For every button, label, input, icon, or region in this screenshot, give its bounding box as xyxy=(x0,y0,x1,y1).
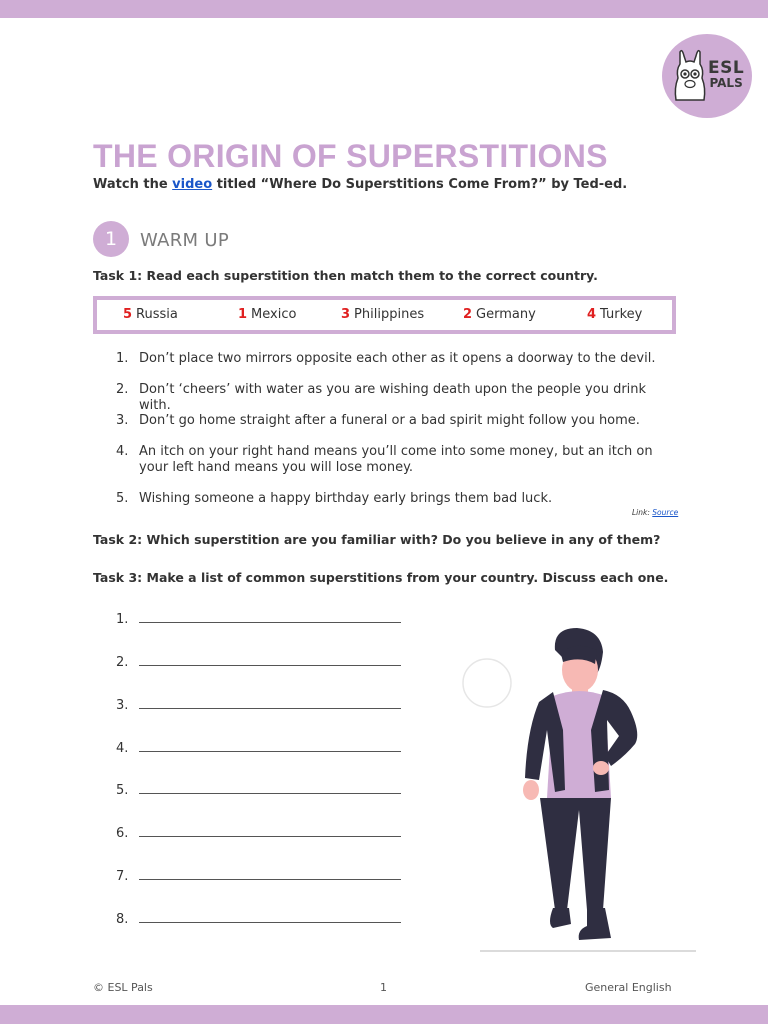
task-3-instruction: Task 3: Make a list of common superstitions from your country. Discuss each one. xyxy=(93,570,669,585)
superstition-text: Don’t go home straight after a funeral or a bad spirit might follow you home. xyxy=(139,413,640,428)
country-number: 4 xyxy=(587,307,597,322)
country-item xyxy=(238,307,296,322)
footer-page-number: 1 xyxy=(380,981,387,994)
answer-line-number: 8. xyxy=(116,912,129,927)
answer-line[interactable] xyxy=(116,912,401,927)
source-link[interactable]: Source xyxy=(652,508,679,517)
country-name: Turkey xyxy=(600,307,643,322)
country-bank xyxy=(93,296,676,334)
superstition-text: Don’t ‘cheers’ with water as you are wishing death upon the people you drink with. xyxy=(139,382,647,413)
answer-line-number: 1. xyxy=(116,612,129,627)
logo-text-pals: PALS xyxy=(709,76,743,90)
source-note xyxy=(632,508,678,517)
person-illustration xyxy=(455,620,705,960)
answer-line[interactable] xyxy=(116,741,401,756)
footer-copyright: © ESL Pals xyxy=(93,981,153,994)
subtitle xyxy=(93,177,627,192)
country-number: 2 xyxy=(463,307,473,322)
superstition-number: 3. xyxy=(116,413,129,428)
country-item xyxy=(123,307,178,322)
country-name: Philippines xyxy=(354,307,425,322)
answer-blank[interactable] xyxy=(139,785,401,794)
answer-blank[interactable] xyxy=(139,871,401,880)
country-item xyxy=(587,307,642,322)
section-title: WARM UP xyxy=(140,230,230,251)
task-1-instruction: Task 1: Read each superstition then match them to the correct country. xyxy=(93,268,598,283)
answer-line[interactable] xyxy=(116,612,401,627)
country-item xyxy=(463,307,536,322)
subtitle-prefix: Watch the xyxy=(93,177,168,192)
superstition-item xyxy=(116,444,676,476)
top-band xyxy=(0,0,768,18)
answer-blank[interactable] xyxy=(139,743,401,752)
answer-line-number: 5. xyxy=(116,783,129,798)
answer-line[interactable] xyxy=(116,655,401,670)
country-name: Mexico xyxy=(251,307,297,322)
answer-line[interactable] xyxy=(116,783,401,798)
superstition-number: 5. xyxy=(116,491,129,506)
task-2-instruction: Task 2: Which superstition are you familiar with? Do you believe in any of them? xyxy=(93,532,661,547)
superstition-item xyxy=(116,382,676,414)
country-number: 1 xyxy=(238,307,248,322)
answer-line-number: 7. xyxy=(116,869,129,884)
video-link[interactable]: video xyxy=(172,177,213,192)
esl-pals-logo xyxy=(662,34,752,118)
answer-line-number: 2. xyxy=(116,655,129,670)
footer-category: General English xyxy=(585,981,672,994)
superstition-number: 4. xyxy=(116,444,129,459)
logo-text-esl: ESL xyxy=(708,58,745,78)
bottom-band xyxy=(0,1005,768,1024)
superstition-text: Don’t place two mirrors opposite each other as it opens a doorway to the devil. xyxy=(139,351,656,366)
country-item xyxy=(341,307,424,322)
country-name: Russia xyxy=(136,307,178,322)
answer-line-number: 6. xyxy=(116,826,129,841)
source-prefix: Link: xyxy=(632,508,650,517)
answer-blank[interactable] xyxy=(139,828,401,837)
answer-line-number: 4. xyxy=(116,741,129,756)
superstition-number: 2. xyxy=(116,382,129,397)
superstition-number: 1. xyxy=(116,351,129,366)
superstition-item xyxy=(116,413,676,429)
country-number: 5 xyxy=(123,307,133,322)
answer-line-number: 3. xyxy=(116,698,129,713)
answer-blank[interactable] xyxy=(139,700,401,709)
answer-line[interactable] xyxy=(116,698,401,713)
country-number: 3 xyxy=(341,307,351,322)
answer-blank[interactable] xyxy=(139,657,401,666)
page-title: THE ORIGIN OF SUPERSTITIONS xyxy=(93,138,608,174)
section-number-badge: 1 xyxy=(93,221,129,257)
superstition-text: An itch on your right hand means you’ll come into some money, but an itch on your left hand means you will lose money. xyxy=(139,444,653,475)
superstition-item xyxy=(116,351,676,367)
answer-blank[interactable] xyxy=(139,914,401,923)
subtitle-suffix: titled “Where Do Superstitions Come From?” by Ted-ed. xyxy=(216,177,628,192)
answer-line[interactable] xyxy=(116,826,401,841)
superstition-item xyxy=(116,491,676,507)
llama-icon xyxy=(670,48,710,108)
country-name: Germany xyxy=(476,307,536,322)
superstition-text: Wishing someone a happy birthday early brings them bad luck. xyxy=(139,491,553,506)
answer-line[interactable] xyxy=(116,869,401,884)
answer-blank[interactable] xyxy=(139,614,401,623)
